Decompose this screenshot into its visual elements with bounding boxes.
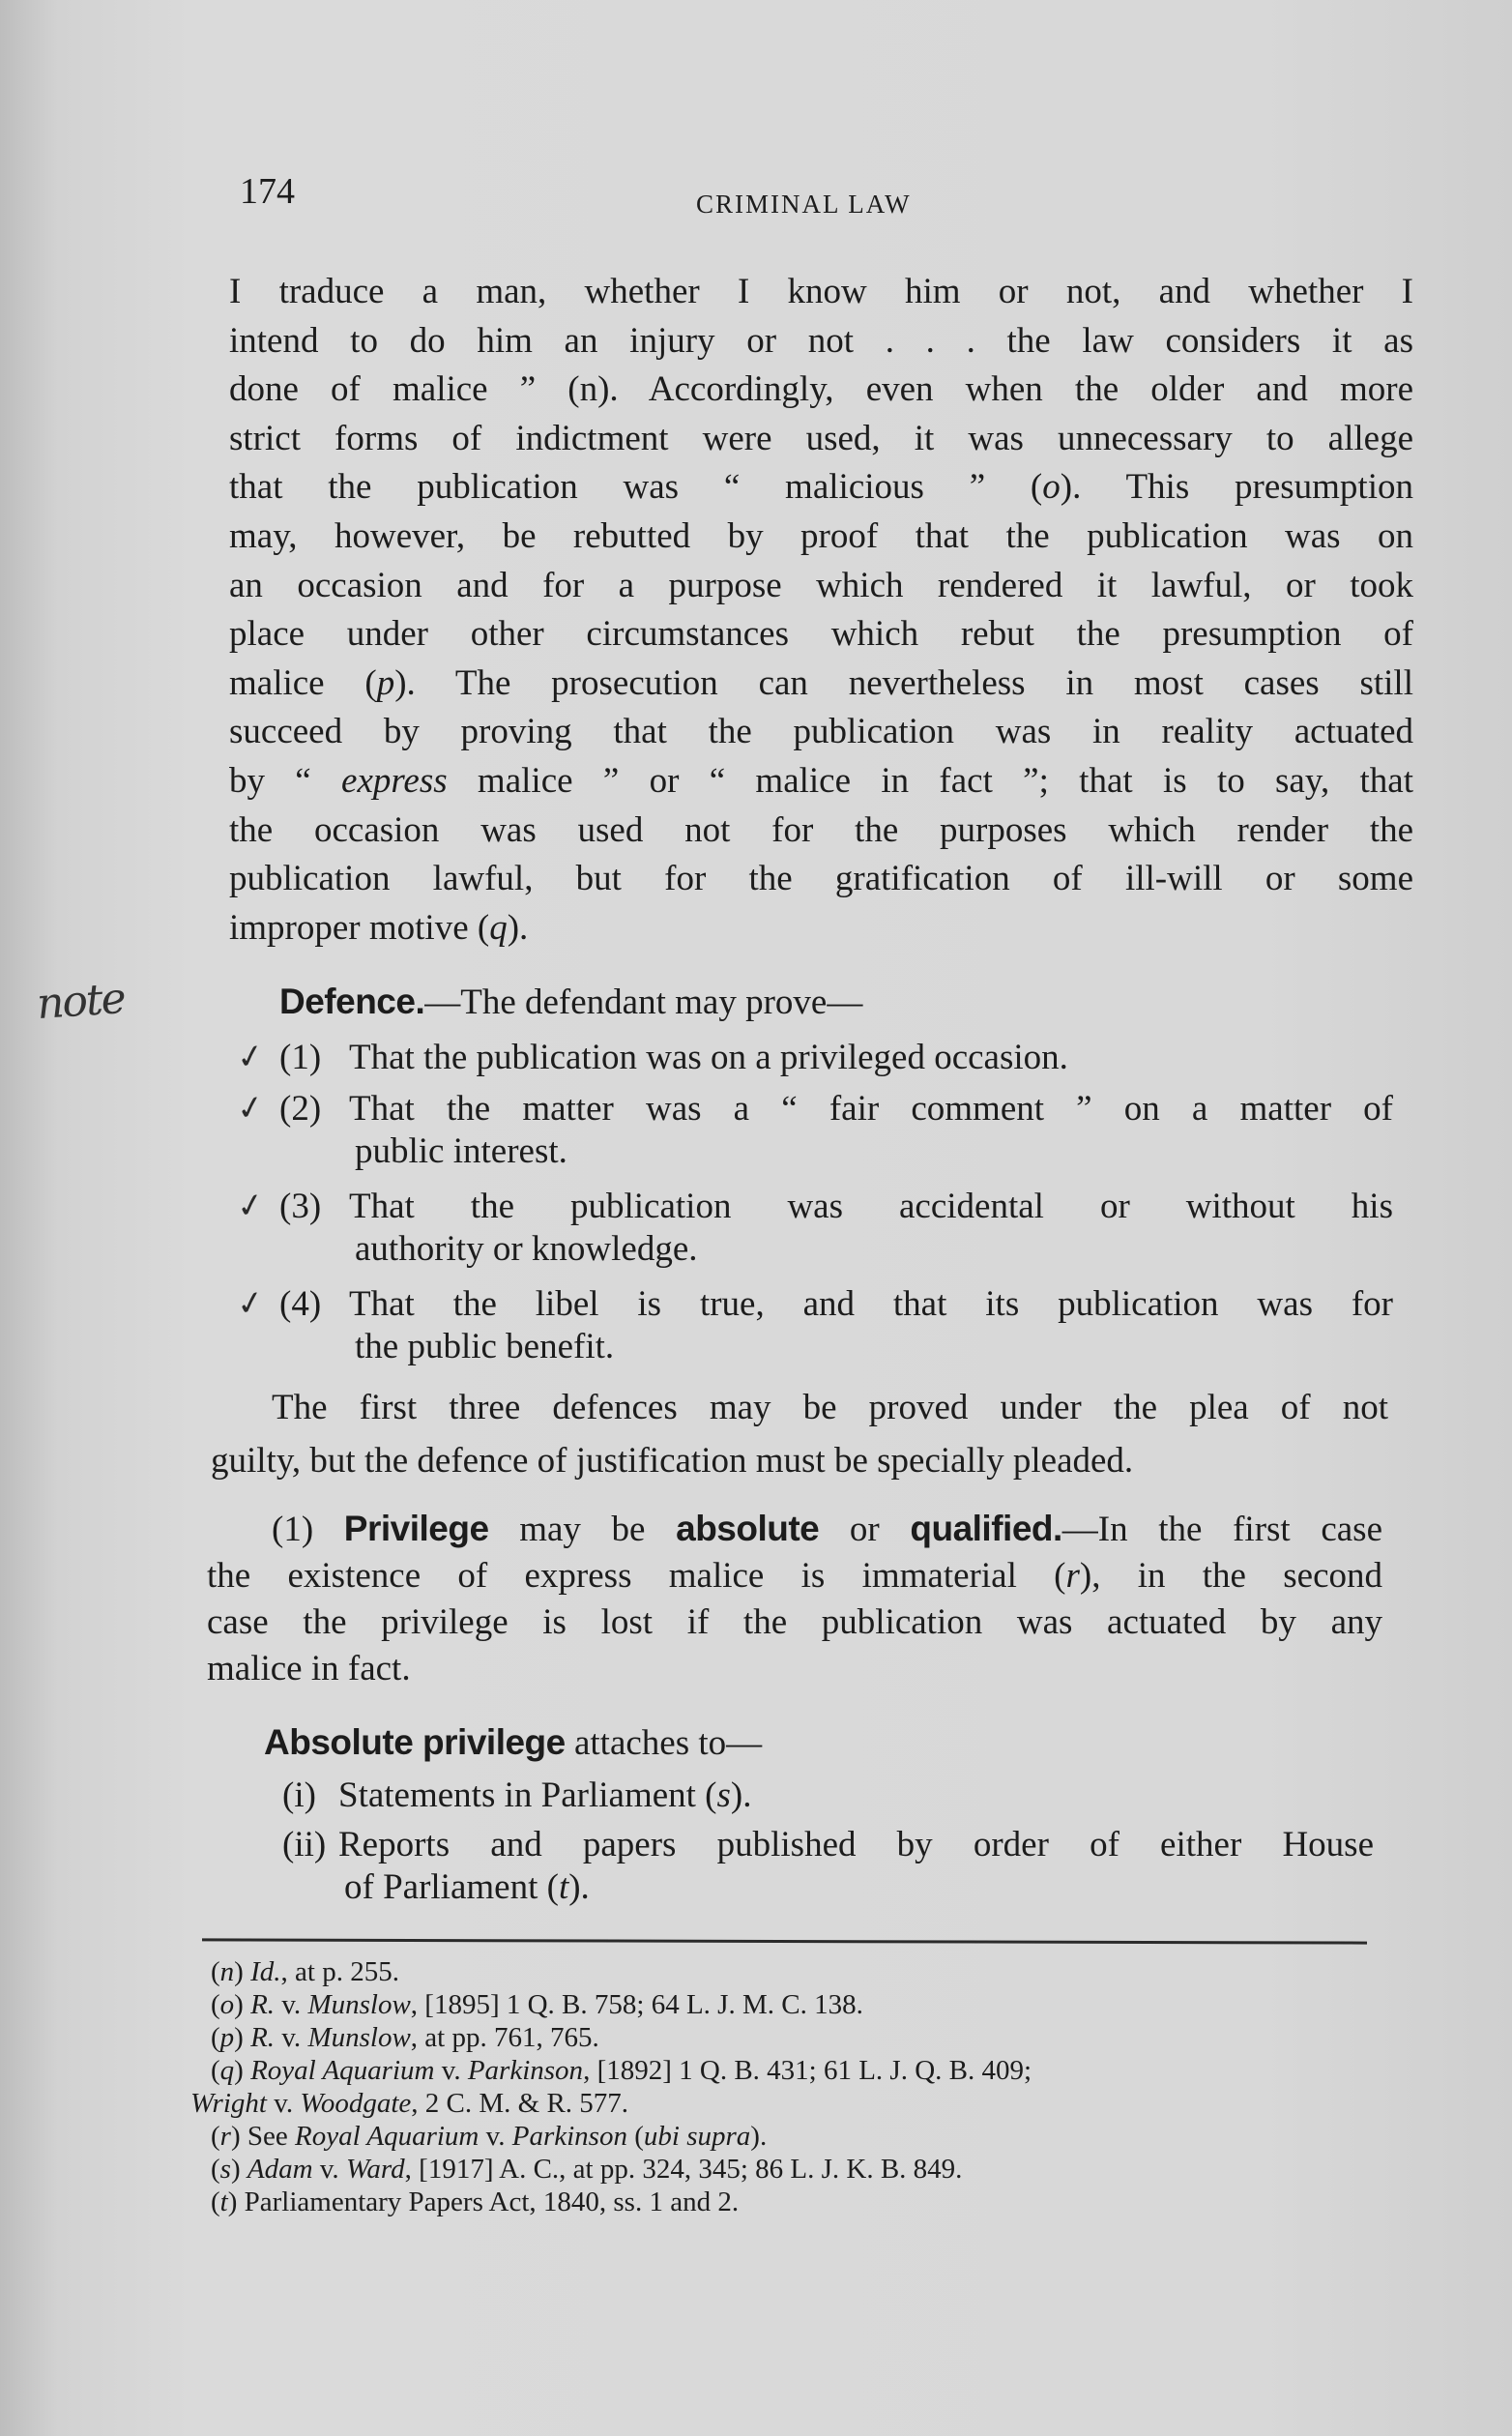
text-run: improper motive ( <box>229 907 490 948</box>
text-run: v. <box>434 2055 468 2086</box>
text-line <box>229 366 1413 415</box>
text-line <box>338 1824 1374 1866</box>
text-line <box>229 463 1413 513</box>
italic-text: s <box>219 2154 231 2185</box>
text-line <box>349 1088 1393 1130</box>
text-run: ” ( <box>487 369 580 410</box>
text-line <box>207 1600 1382 1646</box>
italic-text: r <box>1065 1556 1080 1596</box>
text-run: , at pp. 761, 765. <box>410 2022 599 2053</box>
text-run: v. <box>266 2088 301 2119</box>
text-line <box>229 513 1413 562</box>
text-line <box>344 1866 1374 1909</box>
italic-text: o <box>1042 467 1061 508</box>
text-run: (1) <box>272 1510 344 1549</box>
text-run: n <box>579 369 598 410</box>
text-run: that the publication was “ malicious ” ( <box>229 467 1043 508</box>
defence-heading <box>279 978 1343 1027</box>
text-run: ) <box>230 2154 247 2185</box>
text-line <box>229 904 1413 954</box>
text-run: ) <box>234 2055 251 2086</box>
italic-text: R. <box>250 1989 276 2020</box>
text-run: ( <box>211 2121 220 2152</box>
italic-text: ubi supra <box>643 2121 751 2152</box>
text-run: ) See <box>230 2121 295 2152</box>
text-run: Reports and papers published by order of either House <box>338 1825 1374 1864</box>
text-line <box>207 1646 1382 1692</box>
text-run: malice ” or “ malice in fact ”; that is to say, that <box>447 760 1413 801</box>
bold-text: Defence. <box>279 982 425 1021</box>
italic-text: r <box>219 2121 231 2152</box>
text-run: of Parliament ( <box>344 1867 559 1907</box>
text-run: ) Parliamentary Papers Act, 1840, ss. 1 and 2. <box>227 2187 740 2217</box>
italic-text: Woodgate <box>300 2088 412 2119</box>
text-run: ( <box>211 1989 220 2020</box>
text-line <box>349 1035 1393 1081</box>
bold-text: Privilege <box>343 1509 489 1548</box>
text-run: succeed by proving that the publication was in reality actuated <box>229 712 1413 752</box>
text-run: strict forms of indictment were used, it was unnecessary to allege <box>229 418 1413 458</box>
text-run: ( <box>211 2187 220 2217</box>
italic-text: Parkinson <box>511 2121 627 2152</box>
text-run: done of <box>229 369 393 410</box>
running-title: CRIMINAL LAW <box>696 190 912 219</box>
text-run: The first three defences may be proved under the plea of not <box>272 1388 1388 1427</box>
italic-text: q <box>219 2055 235 2086</box>
text-run: authority or knowledge. <box>355 1229 698 1269</box>
text-line <box>229 268 1413 317</box>
paragraph-malice <box>229 268 1413 953</box>
defence-item <box>233 1186 1393 1271</box>
footnote <box>211 2120 1400 2153</box>
text-run: ), in the second <box>1079 1556 1383 1596</box>
text-run: ( <box>211 2154 220 2185</box>
italic-text: p <box>376 662 395 703</box>
text-line <box>229 660 1413 709</box>
text-run: , 2 C. M. & R. 577. <box>411 2088 629 2119</box>
italic-text: t <box>558 1867 569 1907</box>
text-line <box>229 757 1413 807</box>
italic-text: n <box>219 1956 235 1987</box>
text-run: may, however, be rebutted by proof that the publication was on <box>229 515 1413 556</box>
item-number: (1) <box>279 1038 322 1077</box>
text-run: ( <box>211 1956 220 1987</box>
item-number: (i) <box>282 1776 316 1815</box>
italic-text: R. <box>250 2022 276 2053</box>
text-line <box>272 1506 1382 1553</box>
text-run: ( <box>626 2121 644 2152</box>
italic-text: Munslow <box>307 2022 411 2053</box>
text-run: ( <box>211 2022 220 2053</box>
italic-text: t <box>219 2187 228 2217</box>
text-run: I traduce a man, whether I know him or not, and whether I <box>229 272 1413 311</box>
italic-text: Munslow <box>307 1989 411 2020</box>
page-number: 174 <box>240 171 295 212</box>
text-run: , [1895] 1 Q. B. 758; 64 L. J. M. C. 138. <box>410 1989 863 2020</box>
text-line <box>264 1718 1327 1768</box>
text-line <box>349 1283 1393 1326</box>
text-run: That the publication was on a privileged occasion. <box>349 1038 1068 1077</box>
text-line <box>272 1381 1388 1434</box>
footnote-divider <box>202 1938 1367 1944</box>
text-run: That the matter was a “ fair comment ” on a matter of <box>349 1089 1393 1129</box>
footnote <box>211 2153 1400 2186</box>
text-run: That the publication was accidental or without his <box>349 1187 1393 1226</box>
italic-text: Id. <box>250 1956 281 1987</box>
text-line <box>211 1434 1388 1487</box>
text-run: malice <box>393 369 488 410</box>
paragraph-defences <box>211 1381 1388 1487</box>
absolute-privilege-heading <box>264 1718 1327 1768</box>
text-run: ). <box>750 2121 768 2152</box>
text-run: the existence of express malice is immaterial ( <box>207 1556 1066 1596</box>
text-line <box>279 978 1343 1027</box>
text-run: attaches to— <box>565 1723 763 1763</box>
text-run: ). Accordingly, even when the older and more <box>597 369 1413 410</box>
italic-text: express <box>341 760 448 801</box>
handwritten-check-icon: ✓ <box>233 1088 268 1130</box>
text-line <box>229 610 1413 660</box>
text-run: —The defendant may prove— <box>424 983 863 1022</box>
handwritten-check-icon: ✓ <box>233 1283 268 1325</box>
text-line <box>229 415 1413 464</box>
italic-text: p <box>219 2022 235 2053</box>
item-number: (4) <box>279 1284 322 1324</box>
text-line <box>229 855 1413 904</box>
italic-text: Parkinson <box>467 2055 584 2086</box>
text-line <box>355 1228 1393 1271</box>
italic-text: Ward <box>345 2154 405 2185</box>
footnote <box>211 1988 1400 2021</box>
text-run: ). <box>568 1867 590 1907</box>
text-run: ). <box>730 1776 752 1815</box>
text-run: an occasion and for a purpose which rendered it lawful, or took <box>229 565 1413 605</box>
text-run: malice in fact. <box>207 1649 411 1688</box>
italic-text: Royal Aquarium <box>295 2121 480 2152</box>
text-line <box>229 807 1413 856</box>
text-run: intend to do him an injury or not . . . the law considers it as <box>229 320 1413 361</box>
text-run: , [1892] 1 Q. B. 431; 61 L. J. Q. B. 409; <box>583 2055 1032 2086</box>
item-number: (ii) <box>282 1825 327 1864</box>
footnotes <box>190 1955 1400 2218</box>
item-number: (2) <box>279 1089 322 1129</box>
italic-text: Adam <box>247 2154 313 2185</box>
text-run: , at p. 255. <box>280 1956 399 1987</box>
text-run: ). The prosecution can nevertheless in most cases still <box>394 662 1413 703</box>
footnote <box>190 2087 1400 2120</box>
defence-item <box>233 1283 1393 1368</box>
text-line <box>229 708 1413 757</box>
privilege-item <box>282 1824 1374 1909</box>
text-run: ) <box>234 1989 251 2020</box>
footnote <box>211 2186 1400 2218</box>
text-run: ) <box>234 1956 251 1987</box>
bold-text: Absolute privilege <box>264 1722 566 1762</box>
text-line <box>355 1326 1393 1368</box>
text-run: ). <box>507 907 529 948</box>
text-line <box>229 562 1413 611</box>
text-run: ). This presumption <box>1060 467 1413 508</box>
text-run: by “ <box>229 760 342 801</box>
text-run: case the privilege is lost if the publication was actuated by any <box>207 1602 1382 1642</box>
defence-item <box>233 1088 1393 1173</box>
text-run: v. <box>312 2154 346 2185</box>
italic-text: o <box>219 1989 235 2020</box>
item-number: (3) <box>279 1187 322 1226</box>
handwritten-check-icon: ✓ <box>233 1037 268 1078</box>
text-run: ) <box>234 2022 251 2053</box>
footnote <box>211 2021 1400 2054</box>
footnote <box>211 1955 1400 1988</box>
text-run: the occasion was used not for the purposes which render the <box>229 809 1413 850</box>
italic-text: Royal Aquarium <box>250 2055 435 2086</box>
text-line <box>338 1772 1374 1820</box>
text-run: ( <box>211 2055 220 2086</box>
text-run: v. <box>275 2022 308 2053</box>
text-run: Statements in Parliament ( <box>338 1776 717 1815</box>
text-run: public interest. <box>355 1131 567 1171</box>
bold-text: qualified. <box>910 1509 1062 1548</box>
text-line <box>355 1130 1393 1173</box>
text-run: or <box>819 1510 911 1549</box>
defence-item <box>233 1035 1393 1081</box>
text-run: v. <box>479 2121 512 2152</box>
text-line <box>207 1553 1382 1600</box>
handwritten-margin-note: note <box>35 973 127 1030</box>
text-line <box>229 317 1413 367</box>
text-run: That the libel is true, and that its publication was for <box>349 1284 1393 1324</box>
text-line <box>349 1186 1393 1228</box>
text-run: malice ( <box>229 662 377 703</box>
text-run: , [1917] A. C., at pp. 324, 345; 86 L. J. K. B. 849. <box>404 2154 963 2185</box>
text-run: may be <box>488 1510 677 1549</box>
paragraph-privilege <box>207 1506 1382 1692</box>
text-run: publication lawful, but for the gratification of ill-will or some <box>229 859 1413 899</box>
italic-text: s <box>716 1776 731 1815</box>
text-run: the public benefit. <box>355 1327 615 1366</box>
bold-text: absolute <box>676 1509 820 1548</box>
text-run: place under other circumstances which rebut the presumption of <box>229 614 1413 655</box>
privilege-item <box>282 1772 1374 1820</box>
footnote <box>211 2054 1400 2087</box>
text-run: guilty, but the defence of justification must be specially pleaded. <box>211 1441 1134 1481</box>
italic-text: Wright <box>190 2088 267 2119</box>
text-run: v. <box>275 1989 308 2020</box>
handwritten-check-icon: ✓ <box>233 1186 268 1227</box>
italic-text: q <box>489 907 508 948</box>
text-run: —In the first case <box>1061 1510 1382 1549</box>
